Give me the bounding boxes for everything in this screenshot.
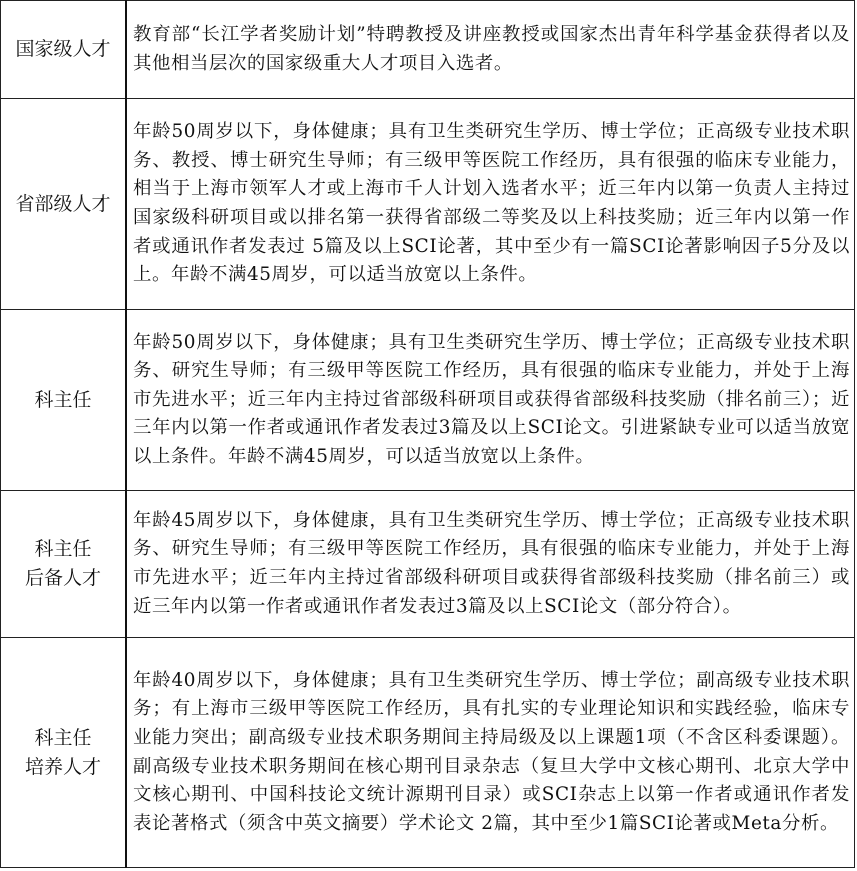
category-label bbox=[1, 1, 127, 99]
category-label bbox=[1, 491, 127, 638]
category-label bbox=[1, 310, 127, 491]
category-label-line: 国家级人才 bbox=[15, 38, 111, 60]
table-row bbox=[1, 1, 855, 99]
category-label-line: 科主任 bbox=[34, 538, 92, 560]
table-row bbox=[1, 491, 855, 638]
category-description: 教育部“长江学者奖励计划”特聘教授及讲座教授或国家杰出青年科学基金获得者以及其他相当层次的国家级重大人才项目入选者。 bbox=[126, 1, 855, 99]
category-description: 年龄50周岁以下，身体健康；具有卫生类研究生学历、博士学位；正高级专业技术职务、研究生导师；有三级甲等医院工作经历，具有很强的临床专业能力，并处于上海市先进水平；近三年内主持过省部级科研项目或获得省部级科技奖励（排名前三）；近三年内以第一作者或通讯作者发表过3篇及以上SCI论文。引进紧缺专业可以适当放宽以上条件。年龄不满45周岁，可以适当放宽以上条件。 bbox=[126, 310, 855, 491]
table-row bbox=[1, 99, 855, 310]
category-description: 年龄40周岁以下，身体健康；具有卫生类研究生学历、博士学位；副高级专业技术职务；有上海市三级甲等医院工作经历，具有扎实的专业理论知识和实践经验，临床专业能力突出；副高级专业技术职务期间主持局级及以上课题1项（不含区科委课题）。副高级专业技术职务期间在核心期刊目录杂志（复旦大学中文核心期刊、北京大学中文核心期刊、中国科技论文统计源期刊目录）或SCI杂志上以第一作者或通讯作者发表论著格式（须含中英文摘要）学术论文 2篇，其中至少1篇SCI论著或Meta分析。 bbox=[126, 638, 855, 868]
table-row bbox=[1, 310, 855, 491]
category-label-line: 科主任 bbox=[34, 388, 92, 411]
category-label bbox=[1, 99, 127, 310]
category-description: 年龄50周岁以下，身体健康；具有卫生类研究生学历、博士学位；正高级专业技术职务、教授、博士研究生导师；有三级甲等医院工作经历，具有很强的临床专业能力，相当于上海市领军人才或上海市千人计划入选者水平；近三年内以第一负责人主持过国家级科研项目或以排名第一获得省部级二等奖及以上科技奖励；近三年内以第一作者或通讯作者发表过 5篇及以上SCI论著，其中至少有一篇SCI论著影响因子5分及以上。年龄不满45周岁，可以适当放宽以上条件。 bbox=[126, 99, 855, 310]
category-label-line: 后备人才 bbox=[24, 567, 101, 589]
table-row bbox=[1, 638, 855, 868]
category-label-line: 培养人才 bbox=[24, 755, 101, 778]
category-description: 年龄45周岁以下，身体健康，具有卫生类研究生学历、博士学位；正高级专业技术职务、研究生导师；有三级甲等医院工作经历，具有很强的临床专业能力，并处于上海市先进水平；近三年内主持过省部级科研项目或获得省部级科技奖励（排名前三）或近三年内以第一作者或通讯作者发表过3篇及以上SCI论文（部分符合）。 bbox=[126, 491, 855, 638]
category-label bbox=[1, 638, 127, 868]
category-label-line: 科主任 bbox=[34, 726, 92, 749]
category-label-line: 省部级人才 bbox=[15, 192, 111, 215]
